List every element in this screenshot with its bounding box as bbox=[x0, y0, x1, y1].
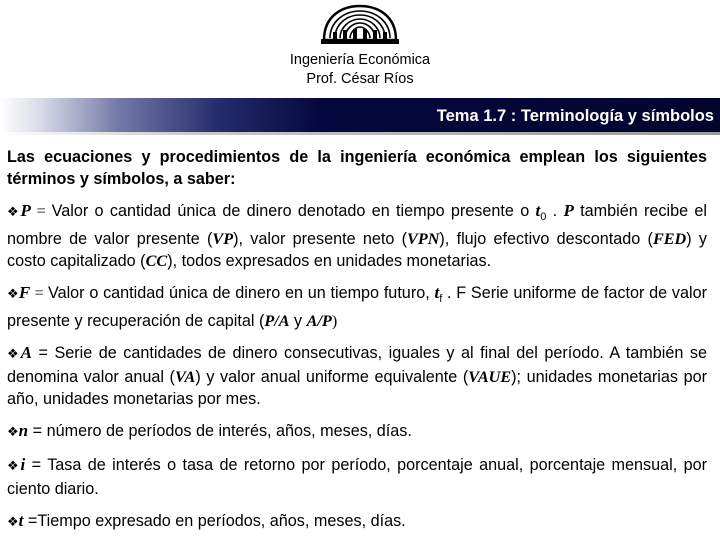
term-text: ) bbox=[331, 312, 338, 331]
abbreviation: FED bbox=[652, 230, 687, 249]
term-text: ), todos expresados en unidades monetarias. bbox=[167, 252, 492, 271]
term-text: . bbox=[546, 202, 564, 220]
term-text: ); unidades monetarias por año, unidades monetarias por mes. bbox=[7, 368, 707, 409]
term-item-t bbox=[7, 510, 707, 534]
professor-name: Prof. César Ríos bbox=[306, 71, 414, 87]
term-item-a bbox=[7, 342, 707, 410]
diamond-bullet-icon: ❖ bbox=[7, 459, 21, 475]
diamond-bullet-icon: ❖ bbox=[7, 287, 19, 303]
course-title: Ingeniería Económica bbox=[289, 52, 431, 68]
term-text: Valor o cantidad única de dinero en un tiempo futuro, bbox=[47, 284, 435, 303]
term-item-f bbox=[7, 282, 707, 332]
term-item-n bbox=[7, 420, 707, 444]
diamond-bullet-icon: ❖ bbox=[7, 347, 21, 363]
term-text: = Serie de cantidades de dinero consecutivas, iguales y al final del período. A también se denomina valor anual ( bbox=[7, 344, 707, 387]
time-subscript: 0 bbox=[540, 211, 547, 224]
diamond-bullet-icon: ❖ bbox=[7, 425, 19, 441]
topic-title: Tema 1.7 : Terminología y símbolos bbox=[436, 107, 714, 125]
abbreviation: VA bbox=[174, 368, 196, 387]
term-symbol: i bbox=[20, 455, 26, 475]
term-symbol-inline: P bbox=[563, 201, 574, 220]
intro-paragraph: Las ecuaciones y procedimientos de la ingeniería económica emplean los siguientes términos y símbolos, a saber: bbox=[7, 148, 707, 188]
term-text: ) y costo capitalizado ( bbox=[7, 230, 707, 271]
term-symbol: n bbox=[18, 421, 29, 441]
term-symbol: P bbox=[20, 201, 31, 220]
abbreviation: A/P bbox=[306, 312, 332, 331]
banner-shadow bbox=[0, 132, 720, 135]
abbreviation: VPN bbox=[407, 230, 440, 249]
term-text: = número de períodos de interés, años, meses, días. bbox=[28, 422, 412, 441]
abbreviation: P/A bbox=[264, 312, 290, 331]
diamond-bullet-icon: ❖ bbox=[7, 205, 21, 220]
time-subscript: f bbox=[439, 293, 443, 306]
term-item-p bbox=[7, 200, 707, 272]
term-text: y bbox=[289, 312, 307, 331]
term-text: ), flujo efectivo descontado ( bbox=[439, 230, 653, 249]
term-equals: = bbox=[30, 202, 52, 220]
abbreviation: VAUE bbox=[468, 368, 512, 387]
term-text: = Tasa de interés o tasa de retorno por período, porcentaje anual, porcentaje mensual, por ciento diario. bbox=[7, 456, 708, 499]
diamond-bullet-icon: ❖ bbox=[7, 515, 19, 531]
term-text: =Tiempo expresado en períodos, años, meses, días. bbox=[23, 512, 406, 531]
term-text: Valor o cantidad única de dinero denotado en tiempo presente o bbox=[51, 202, 536, 220]
term-item-i bbox=[7, 454, 707, 500]
term-symbol: t bbox=[18, 511, 24, 531]
university-building-logo-icon bbox=[318, 2, 402, 46]
time-variable: t bbox=[434, 283, 440, 303]
term-symbol: F bbox=[18, 283, 31, 303]
slide-body bbox=[7, 146, 707, 544]
term-text: ) y valor anual uniforme equivalente ( bbox=[195, 368, 469, 387]
time-variable: t bbox=[535, 201, 541, 220]
term-text: también recibe el nombre de valor presente ( bbox=[7, 202, 707, 249]
term-text: . F Serie uniforme de factor de valor presente y recuperación de capital ( bbox=[7, 284, 707, 331]
term-text: ), valor presente neto ( bbox=[233, 230, 408, 249]
term-symbol: A bbox=[20, 343, 32, 363]
term-equals: = bbox=[30, 284, 48, 303]
topic-banner bbox=[0, 98, 720, 132]
abbreviation: CC bbox=[145, 252, 168, 271]
abbreviation: VP bbox=[212, 230, 234, 249]
